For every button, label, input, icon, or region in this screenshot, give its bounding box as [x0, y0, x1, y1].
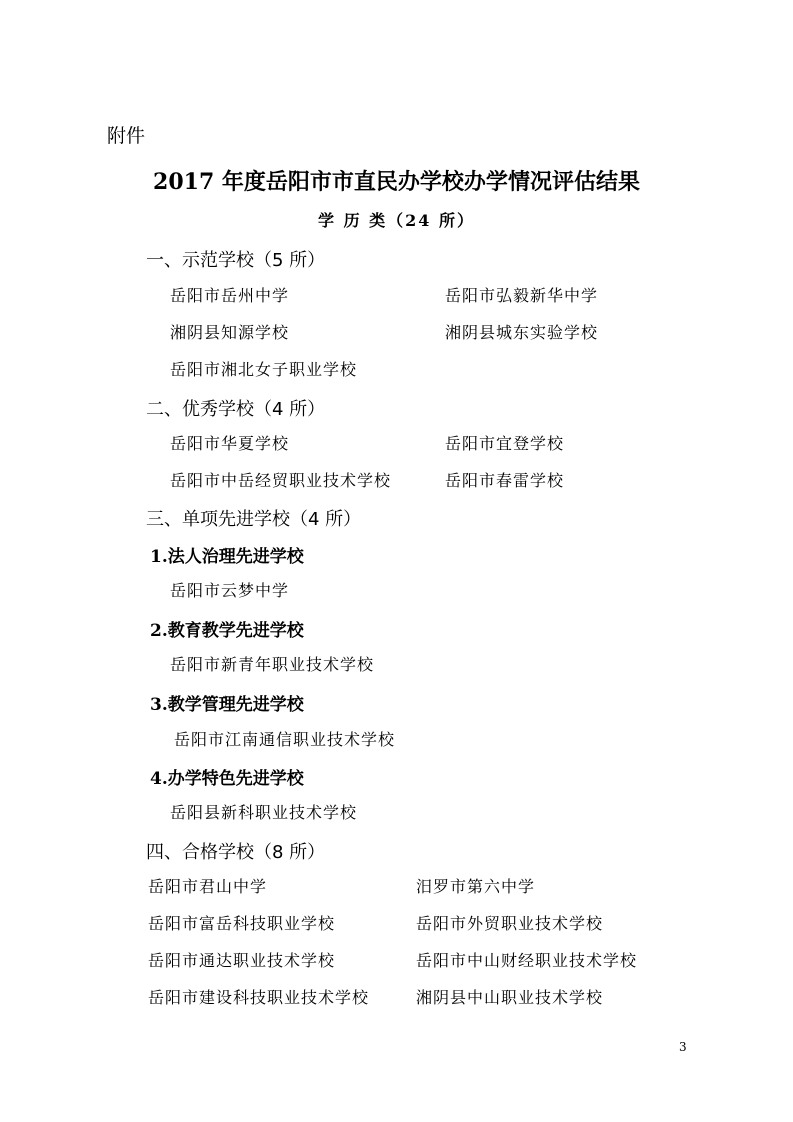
list-item: 岳阳市宜登学校: [445, 434, 565, 453]
list-item: 岳阳市弘毅新华中学: [445, 286, 599, 305]
document-subtitle: 学 历 类（24 所）: [318, 211, 475, 230]
list-item: 岳阳市江南通信职业技术学校: [174, 730, 396, 749]
list-item: 岳阳市通达职业技术学校: [148, 951, 336, 970]
document-title: 2017 年度岳阳市市直民办学校办学情况评估结果: [153, 169, 640, 195]
list-item: 岳阳市建设科技职业技术学校: [148, 988, 370, 1007]
list-item: 湘阴县知源学校: [170, 323, 290, 342]
list-item: 岳阳市岳州中学: [170, 286, 290, 305]
list-item: 岳阳市湘北女子职业学校: [170, 360, 358, 379]
attachment-label: 附件: [107, 125, 146, 147]
list-item: 岳阳市华夏学校: [170, 434, 290, 453]
list-item: 岳阳市中山财经职业技术学校: [416, 951, 638, 970]
list-item: 岳阳市外贸职业技术学校: [416, 914, 604, 933]
list-item: 湘阴县中山职业技术学校: [416, 988, 604, 1007]
list-item: 汨罗市第六中学: [416, 877, 536, 896]
section-heading-excellent: 二、优秀学校（4 所）: [146, 399, 326, 420]
list-item: 岳阳市春雷学校: [445, 471, 565, 490]
list-item: 岳阳市新青年职业技术学校: [170, 655, 375, 674]
page-number: 3: [679, 1040, 687, 1054]
list-item: 岳阳市中岳经贸职业技术学校: [170, 471, 392, 490]
list-item: 岳阳市云梦中学: [170, 581, 290, 600]
list-item: 湘阴县城东实验学校: [445, 323, 599, 342]
subsection-heading: 4.办学特色先进学校: [150, 769, 304, 789]
section-heading-exemplary: 一、示范学校（5 所）: [146, 250, 326, 271]
subsection-heading: 2.教育教学先进学校: [150, 621, 304, 641]
subsection-heading: 3.教学管理先进学校: [150, 695, 304, 715]
section-heading-qualified: 四、合格学校（8 所）: [146, 842, 326, 863]
subsection-heading: 1.法人治理先进学校: [150, 547, 304, 567]
section-heading-advanced: 三、单项先进学校（4 所）: [146, 509, 362, 530]
list-item: 岳阳市富岳科技职业学校: [148, 914, 336, 933]
list-item: 岳阳市君山中学: [148, 877, 268, 896]
list-item: 岳阳县新科职业技术学校: [170, 803, 358, 822]
